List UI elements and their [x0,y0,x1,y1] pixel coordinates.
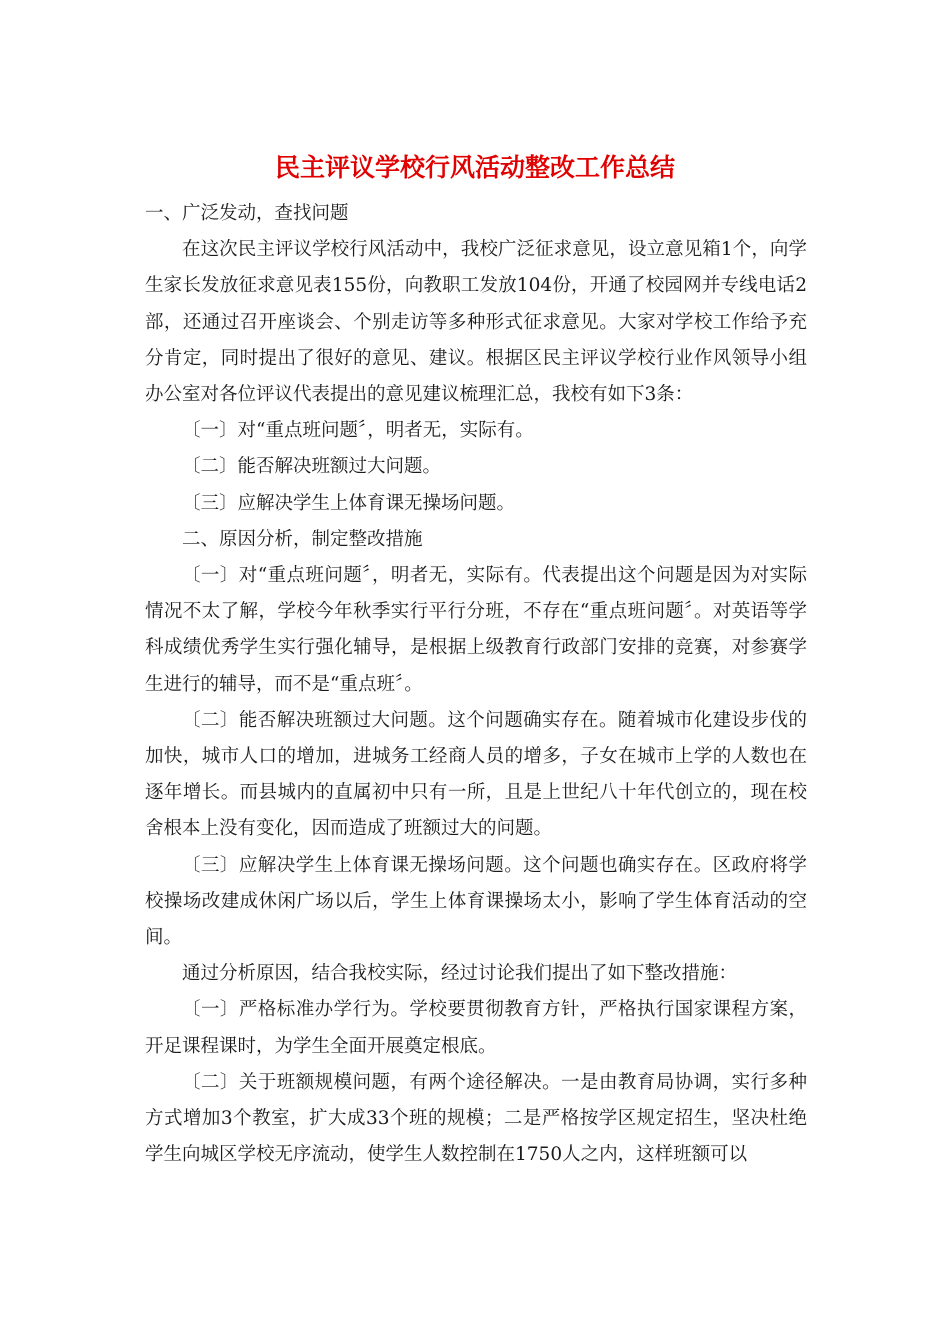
paragraph: 〔二〕关于班额规模问题，有两个途径解决。一是由教育局协调，实行多种方式增加3个教室，扩大成33个班的规模；二是严格按学区规定招生，坚决杜绝学生向城区学校无序流动，使学生人数控制在1750人之内，这样班额可以 [145,1071,807,1166]
section-heading: 一、广泛发动，查找问题 [145,203,349,224]
paragraph: 〔二〕能否解决班额过大问题。这个问题确实存在。随着城市化建设步伐的加快，城市人口的增加，进城务工经商人员的增多，子女在城市上学的人数也在逐年增长。而县城内的直属初中只有一所，且是上世纪八十年代创立的，现在校舍根本上没有变化，因而造成了班额过大的问题。 [145,709,807,840]
document-body [145,196,807,1173]
section-heading: 二、原因分析，制定整改措施 [182,528,423,550]
paragraph: 通过分析原因，结合我校实际，经过讨论我们提出了如下整改措施： [182,963,738,985]
list-item: 〔三〕应解决学生上体育课无操场问题。 [182,492,516,514]
list-item: 〔一〕对“重点班问题〞，明者无，实际有。 [182,420,534,442]
document-title: 民主评议学校行风活动整改工作总结 [274,153,675,182]
list-item: 〔二〕能否解决班额过大问题。 [182,456,442,478]
paragraph: 〔一〕对“重点班问题〞，明者无，实际有。代表提出这个问题是因为对实际情况不太了解，学校今年秋季实行平行分班，不存在“重点班问题〞。对英语等学科成绩优秀学生实行强化辅导，是根据上级教育行政部门安排的竞赛，对参赛学生进行的辅导，而不是“重点班〞。 [145,565,807,695]
paragraph: 在这次民主评议学校行风活动中，我校广泛征求意见，设立意见箱1个，向学生家长发放征求意见表155份，向教职工发放104份，开通了校园网并专线电话2部，还通过召开座谈会、个别走访等多种形式征求意见。大家对学校工作给予充分肯定，同时提出了很好的意见、建议。根据区民主评议学校行业作风领导小组办公室对各位评议代表提出的意见建议梳理汇总，我校有如下3条： [145,239,807,406]
paragraph: 〔一〕严格标准办学行为。学校要贯彻教育方针，严格执行国家课程方案，开足课程课时，为学生全面开展奠定根底。 [145,999,807,1057]
paragraph: 〔三〕应解决学生上体育课无操场问题。这个问题也确实存在。区政府将学校操场改建成休闲广场以后，学生上体育课操场太小，影响了学生体育活动的空间。 [145,854,807,949]
